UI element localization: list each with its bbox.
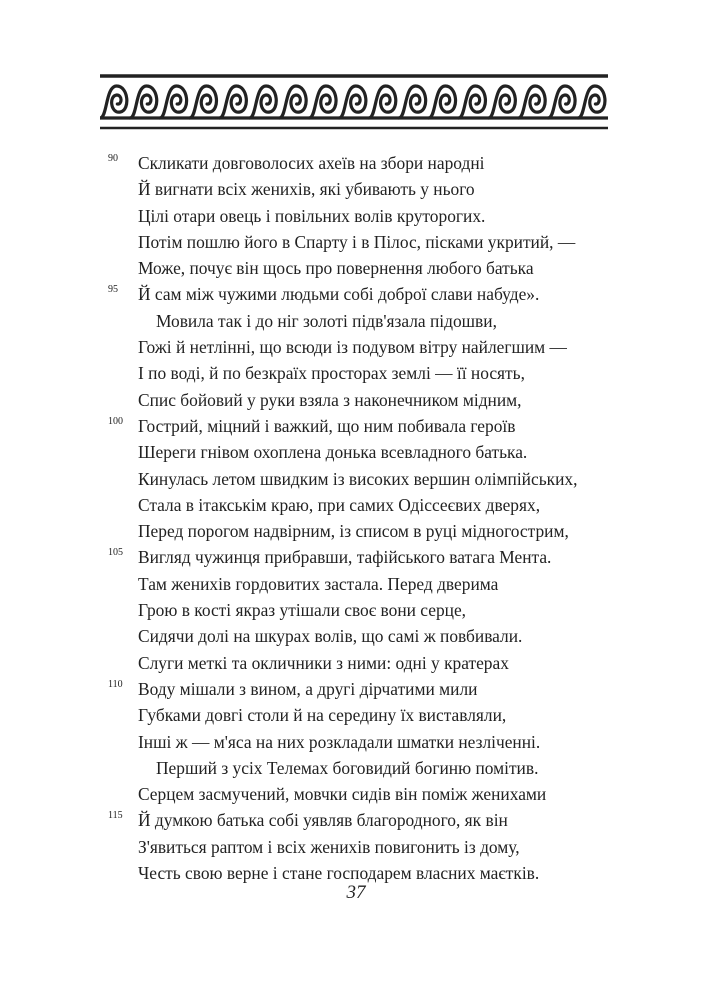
- verse-line: [0, 360, 728, 386]
- poem-text: [0, 150, 728, 886]
- verse-text: Перший з усіх Телемах боговидий богиню помітив.: [156, 757, 539, 778]
- verse-line: [0, 729, 728, 755]
- line-number: 105: [108, 547, 123, 559]
- verse-text: Може, почує він щось про повернення любого батька: [138, 258, 534, 279]
- verse-text: Честь свою верне і стане господарем власних маєтків.: [138, 863, 540, 884]
- verse-line: [0, 518, 728, 544]
- verse-text: Серцем засмучений, мовчки сидів він поміж женихами: [138, 784, 547, 805]
- verse-text: Слуги меткі та окличники з ними: одні у кратерах: [138, 652, 509, 673]
- verse-text: Скликати довговолосих ахеїв на збори народні: [138, 153, 485, 173]
- line-number: 90: [108, 153, 118, 164]
- verse-line: [0, 623, 728, 649]
- verse-line: [0, 387, 728, 413]
- verse-text: Шереги гнівом охоплена донька всевладного батька.: [138, 442, 528, 463]
- verse-text: Й вигнати всіх женихів, які убивають у нього: [138, 179, 475, 200]
- verse-text: Воду мішали з вином, а другі дірчатими мили: [138, 678, 478, 699]
- line-number: 95: [108, 284, 118, 296]
- verse-line: [0, 834, 728, 860]
- verse-line: [0, 702, 728, 728]
- verse-line: [0, 650, 728, 676]
- verse-text: Потім пошлю його в Спарту і в Пілос, пісками укритий, —: [138, 231, 576, 252]
- verse-text: Перед порогом надвірним, із списом в руці мідногострим,: [138, 521, 569, 542]
- verse-line: [0, 807, 728, 833]
- line-number: 115: [108, 810, 123, 822]
- line-number: 100: [108, 415, 123, 427]
- verse-line: [0, 229, 728, 255]
- verse-text: Грою в кості якраз утішали своє вони серце,: [138, 600, 467, 621]
- verse-line: [0, 466, 728, 492]
- verse-text: Цілі отари овець і повільних волів круторогих.: [138, 205, 486, 226]
- verse-line: [0, 334, 728, 360]
- verse-line: [0, 571, 728, 597]
- wave-spiral: [100, 86, 605, 118]
- verse-line: [0, 203, 728, 229]
- verse-text: Інші ж — м'яса на них розкладали шматки незліченні.: [138, 731, 541, 752]
- verse-text: Кинулась летом швидким із високих вершин олімпійських,: [138, 468, 578, 489]
- verse-line: [0, 255, 728, 281]
- verse-text: Сидячи долі на шкурах волів, що самі ж повбивали.: [138, 626, 523, 647]
- verse-line: [0, 176, 728, 202]
- verse-line: [0, 439, 728, 465]
- verse-text: Гострий, міцний і важкий, що ним побивала героїв: [138, 415, 516, 436]
- page-number: 37: [346, 882, 366, 903]
- verse-text: Гожі й нетлінні, що всюди із подувом вітру найлегшим —: [138, 337, 567, 358]
- verse-text: Й думкою батька собі уявляв благородного, як він: [138, 810, 508, 831]
- verse-line: [0, 544, 728, 570]
- verse-text: Мовила так і до ніг золоті підв'язала підошви,: [156, 310, 497, 331]
- line-number: 110: [108, 678, 123, 690]
- verse-line: [0, 150, 728, 176]
- verse-line: [0, 492, 728, 518]
- verse-text: Стала в ітакськім краю, при самих Одіссеєвих дверях,: [138, 494, 541, 515]
- verse-text: Й сам між чужими людьми собі доброї слави набуде».: [138, 284, 540, 305]
- verse-line: [0, 755, 728, 781]
- verse-text: Там женихів гордовитих застала. Перед дверима: [138, 573, 499, 594]
- verse-line: [0, 413, 728, 439]
- verse-line: [0, 281, 728, 307]
- verse-text: І по воді, й по безкраїх просторах землі — її носять,: [138, 363, 525, 384]
- verse-line: [0, 676, 728, 702]
- verse-line: [0, 308, 728, 334]
- verse-text: Вигляд чужинця прибравши, тафійського ватага Мента.: [138, 547, 552, 568]
- verse-line: [0, 597, 728, 623]
- verse-text: Губками довгі столи й на середину їх виставляли,: [138, 705, 507, 726]
- verse-text: З'явиться раптом і всіх женихів повигонить із дому,: [138, 836, 520, 857]
- verse-text: Спис бойовий у руки взяла з наконечником мідним,: [138, 389, 522, 410]
- verse-line: [0, 781, 728, 807]
- greek-wave-border-icon: [100, 74, 608, 132]
